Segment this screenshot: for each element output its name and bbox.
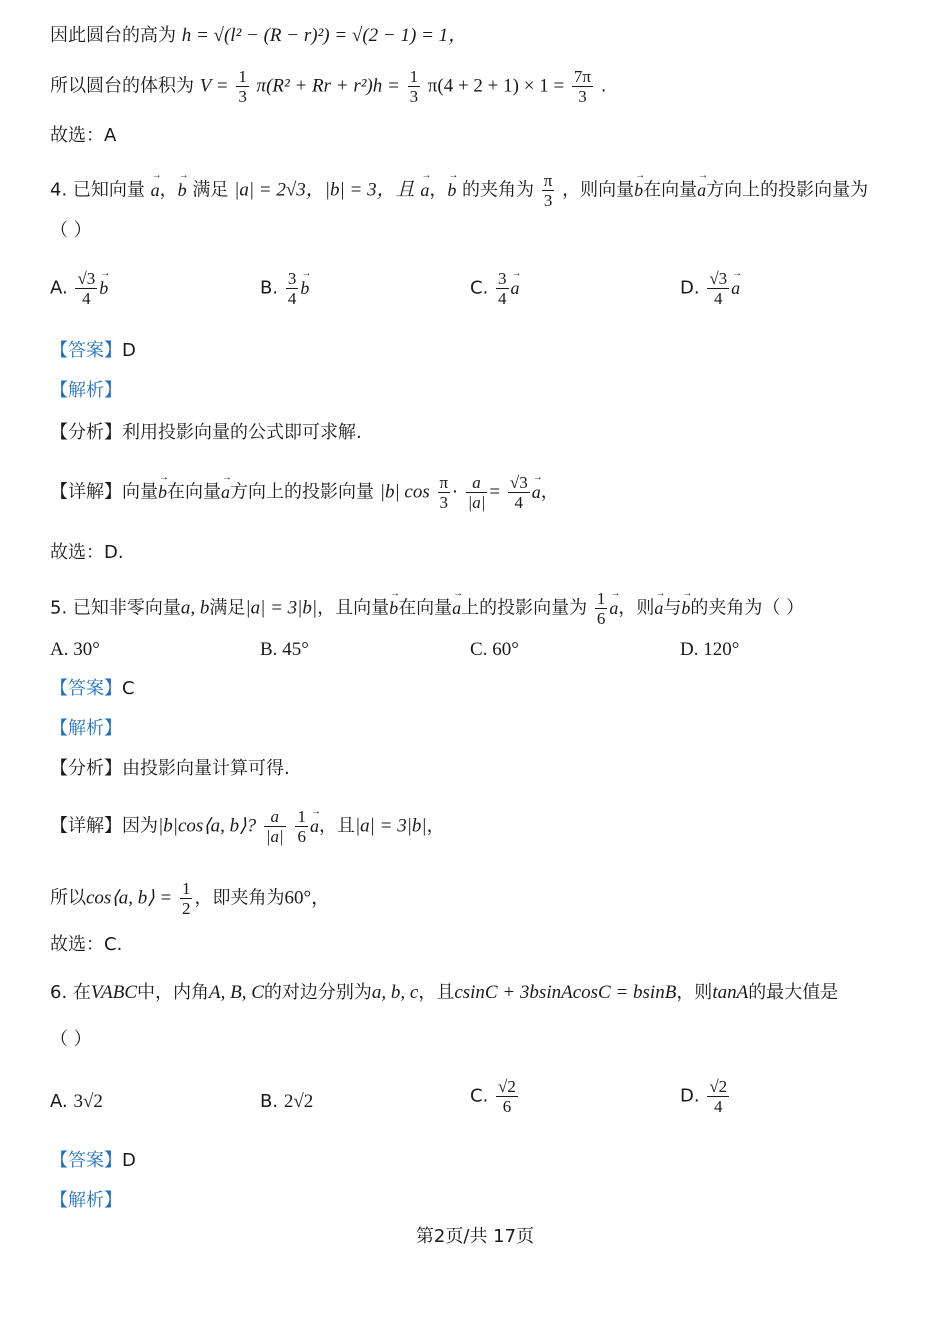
- vec-b: → b: [447, 181, 456, 199]
- option-frac: [496, 270, 509, 307]
- frac-den: 3: [439, 493, 449, 512]
- option-label: B.: [260, 639, 278, 660]
- detail-b: |b|cos⟨a, b⟩?: [158, 815, 257, 837]
- q5-option-b[interactable]: [260, 640, 309, 659]
- option-frac: [707, 270, 729, 307]
- frac-7pi-3: [572, 68, 593, 105]
- analysis-tag: 【分析】: [50, 422, 122, 443]
- detail-c: 方向上的投影向量: [230, 481, 374, 503]
- option-label: A.: [50, 639, 69, 660]
- q4-stem-c: |a| = 2√3，|b| = 3，且: [234, 179, 415, 201]
- so-a: 所以: [50, 887, 86, 909]
- q6-stem-f: a, b, c: [371, 982, 419, 1003]
- q4-stem-f: ，则向量: [562, 179, 635, 201]
- q5-stem: [50, 590, 804, 627]
- so-b: cos⟨a, b⟩ =: [86, 887, 173, 909]
- option-value: 30°: [73, 639, 100, 660]
- frac-num: 1: [409, 67, 419, 86]
- frac-den: |a|: [467, 493, 486, 512]
- q4-stem-h: 方向上的投影向量为: [706, 179, 869, 201]
- vec-a: → a: [697, 181, 706, 199]
- frac-num: √2: [709, 1077, 728, 1096]
- q4-stem-g: 在向量: [643, 179, 698, 201]
- frac-num: √3: [709, 269, 728, 288]
- q5-option-c[interactable]: [470, 640, 519, 659]
- frac-den: 4: [514, 493, 524, 512]
- q4-jiexi-tag: 【解析】: [50, 380, 122, 401]
- q5-so: [50, 880, 330, 917]
- vec-b: → b: [158, 483, 167, 501]
- q5-stem-f: 上的投影向量为: [461, 597, 588, 619]
- q6-option-d[interactable]: [680, 1078, 731, 1115]
- answer-value: D: [122, 340, 136, 361]
- vec-a: → a: [452, 599, 461, 617]
- volume-end: .: [600, 75, 607, 97]
- frac-den: 3: [238, 87, 247, 106]
- q5-stem-h: 与: [663, 597, 682, 619]
- option-label: C.: [470, 1085, 489, 1107]
- option-vec: → b: [99, 279, 108, 297]
- detail-frac-unit: [466, 474, 488, 511]
- frac-den: |a|: [265, 827, 284, 846]
- volume-line: [50, 68, 606, 105]
- q6-stem-j: tanA: [712, 982, 749, 1003]
- q4-option-b[interactable]: [260, 270, 309, 307]
- detail-dot: ·: [452, 481, 458, 503]
- vec-a: → a: [532, 483, 541, 501]
- q6-option-c[interactable]: [470, 1078, 520, 1115]
- answer-value: D: [122, 1150, 136, 1171]
- detail-d: |a| = 3|b|: [354, 815, 427, 837]
- option-label: B.: [260, 277, 279, 299]
- option-value: 120°: [703, 639, 740, 660]
- detail-eq: =: [489, 481, 501, 503]
- option-frac: [75, 270, 97, 307]
- option-label: D.: [680, 277, 700, 299]
- q5-stem-b: 满足: [209, 597, 246, 619]
- vec-a: → a: [609, 599, 618, 617]
- frac-num: √2: [498, 1077, 516, 1096]
- detail-d: |b| cos: [379, 481, 430, 503]
- detail-c: ，且: [318, 815, 355, 837]
- frac-1-6: [595, 590, 608, 627]
- vec-b: → b: [178, 181, 187, 199]
- detail-end: ，: [540, 481, 559, 503]
- page-footer: 第2页/共 17页: [415, 1226, 535, 1247]
- q4-stem-d: ，: [429, 179, 448, 201]
- frac-num: √3: [77, 269, 96, 288]
- option-frac: [707, 1078, 729, 1115]
- frac-den: 4: [498, 289, 507, 308]
- frac-num: π: [543, 171, 553, 190]
- answer-value: C: [122, 678, 135, 699]
- option-value: 45°: [282, 639, 309, 660]
- option-frac: [496, 1078, 518, 1115]
- so-frac: [180, 880, 193, 917]
- choice-a-line: 故选：A: [50, 125, 117, 146]
- q6-stem-k: 的最大值是: [748, 982, 839, 1003]
- volume-v: V =: [199, 75, 229, 97]
- volume-expr-2: π(4 + 2 + 1) × 1 =: [427, 75, 565, 97]
- detail-frac-r3-4: [508, 474, 530, 511]
- q4-stem-a: 4. 已知向量: [50, 179, 145, 201]
- q4-option-a[interactable]: [50, 270, 108, 307]
- option-label: A.: [50, 1091, 68, 1112]
- option-label: D.: [680, 1085, 700, 1107]
- frac-num: √3: [509, 473, 528, 492]
- volume-expr: π(R² + Rr + r²)h =: [256, 75, 400, 97]
- detail-a: 向量: [122, 481, 158, 503]
- frac-den: 4: [714, 289, 723, 308]
- q6-stem-a: 6. 在: [50, 982, 91, 1003]
- analysis-text: 利用投影向量的公式即可求解.: [122, 422, 362, 443]
- frac-num: 1: [181, 879, 191, 898]
- frac-num: 1: [596, 589, 606, 608]
- vec-a: → a: [420, 181, 429, 199]
- q5-stem-d: ，且向量: [317, 597, 390, 619]
- detail-end: ，: [426, 815, 445, 837]
- q5-option-a[interactable]: [50, 640, 100, 659]
- q5-stem-e: 在向量: [398, 597, 453, 619]
- q5-stem-c: |a| = 3|b|: [245, 597, 318, 619]
- frac-den: 6: [502, 1097, 512, 1116]
- q6-stem-d: A, B, C: [209, 982, 264, 1003]
- so-c: ，即夹角为: [194, 887, 285, 909]
- frac-num: 3: [498, 269, 507, 288]
- frac-den: 4: [82, 289, 91, 308]
- option-vec: → a: [511, 279, 520, 297]
- vec-a: → a: [221, 483, 230, 501]
- frac-num: 1: [297, 807, 306, 826]
- detail-frac-pi3: [438, 474, 451, 511]
- frac-den: 3: [578, 87, 587, 106]
- option-label: C.: [470, 277, 489, 299]
- option-vec: → a: [731, 279, 740, 297]
- option-label: C.: [470, 639, 488, 660]
- answer-tag: 【答案】: [50, 678, 122, 699]
- q6-jiexi-tag: 【解析】: [50, 1190, 122, 1211]
- frac-pi-3: [542, 172, 555, 209]
- detail-tag: 【详解】: [50, 815, 122, 837]
- frac-den: 4: [287, 289, 297, 308]
- vec-b: → b: [681, 599, 690, 617]
- height-text: 因此圆台的高为: [50, 25, 176, 46]
- q6-stem-b: VABC: [90, 982, 137, 1003]
- q4-answer: [50, 342, 136, 360]
- volume-text: 所以圆台的体积为: [50, 75, 194, 97]
- detail-b: 在向量: [167, 481, 221, 503]
- option-value: 60°: [492, 639, 519, 660]
- q6-stem-c: 中，内角: [137, 982, 209, 1003]
- q4-option-c[interactable]: [470, 270, 520, 307]
- detail-tag: 【详解】: [50, 481, 122, 503]
- frac-den: 3: [409, 87, 419, 106]
- frac-den: 6: [297, 827, 306, 846]
- q6-option-a[interactable]: [50, 1092, 103, 1111]
- q4-stem: 4. 已知向量 → a，→ b 满足 |a| = 2√3，|b| = 3，且 → a，→ b 的夹角为 $\frac{\pi}{3}$ ，则向量→ b在向量→ a方向上的投影向量为: [50, 172, 868, 209]
- height-formula: h = √(l² − (R − r)²) = √(2 − 1) = 1，: [181, 25, 468, 46]
- frac-num: a: [466, 474, 488, 493]
- q6-stem: [50, 983, 838, 1002]
- q4-paren: （ ）: [50, 220, 92, 241]
- q6-paren: （ ）: [50, 1029, 92, 1050]
- q6-stem-i: ，则: [676, 982, 713, 1003]
- analysis-tag: 【分析】: [50, 758, 122, 779]
- q5-jiexi-tag: 【解析】: [50, 718, 122, 739]
- q5-detail: [50, 808, 445, 845]
- q5-option-d[interactable]: [680, 640, 739, 659]
- frac-den: 4: [714, 1097, 723, 1116]
- q6-stem-h: csinC + 3bsinAcosC = bsinB: [454, 982, 677, 1003]
- q4-detail: [50, 474, 559, 511]
- option-vec: → b: [300, 279, 309, 297]
- so-d: 60°，: [284, 887, 331, 909]
- q6-option-b[interactable]: [260, 1092, 313, 1111]
- vec-b: → b: [389, 599, 398, 617]
- option-frac: [286, 270, 299, 307]
- q6-stem-g: ，且: [418, 982, 455, 1003]
- q5-analysis: [50, 760, 290, 778]
- vec-a: → a: [310, 817, 319, 835]
- q5-stem-g: ，则: [618, 597, 655, 619]
- q5-guxuan: 故选：C.: [50, 934, 123, 955]
- frac-den: 2: [181, 899, 191, 918]
- q4-stem-e: 的夹角为: [462, 179, 535, 201]
- option-label: A.: [50, 277, 68, 299]
- vec-a: → a: [654, 599, 663, 617]
- q5-stem-a: 5. 已知非零向量: [50, 597, 181, 619]
- option-value: 2√2: [283, 1091, 314, 1112]
- q5-stem-ab: a, b: [180, 597, 210, 619]
- detail-frac-unit: [264, 808, 286, 845]
- frac-num: a: [264, 808, 286, 827]
- vec-b: → b: [634, 181, 643, 199]
- frac-one-third: [236, 68, 249, 105]
- option-value: 3√2: [73, 1091, 103, 1112]
- frac-num: 7π: [573, 67, 591, 86]
- detail-frac-1-6: [295, 808, 308, 845]
- height-line: [50, 26, 467, 45]
- q4-guxuan: 故选：D.: [50, 542, 124, 563]
- frac-one-third-2: [408, 68, 421, 105]
- answer-tag: 【答案】: [50, 340, 122, 361]
- q4-stem-b: 满足: [192, 179, 229, 201]
- q4-analysis: [50, 424, 362, 442]
- frac-num: π: [439, 473, 449, 492]
- q5-stem-i: 的夹角为（ ）: [690, 597, 805, 619]
- option-label: D.: [680, 639, 699, 660]
- q4-option-d[interactable]: [680, 270, 740, 307]
- q6-stem-e: 的对边分别为: [263, 982, 372, 1003]
- answer-tag: 【答案】: [50, 1150, 122, 1171]
- frac-den: 6: [596, 609, 606, 628]
- vec-a: → a: [151, 181, 160, 199]
- option-label: B.: [260, 1091, 279, 1112]
- frac-den: 3: [543, 191, 553, 210]
- q5-answer: [50, 680, 135, 698]
- q6-answer: [50, 1152, 136, 1170]
- analysis-text: 由投影向量计算可得.: [122, 758, 290, 779]
- detail-a: 因为: [122, 815, 158, 837]
- frac-num: 3: [287, 269, 297, 288]
- frac-num: 1: [238, 67, 247, 86]
